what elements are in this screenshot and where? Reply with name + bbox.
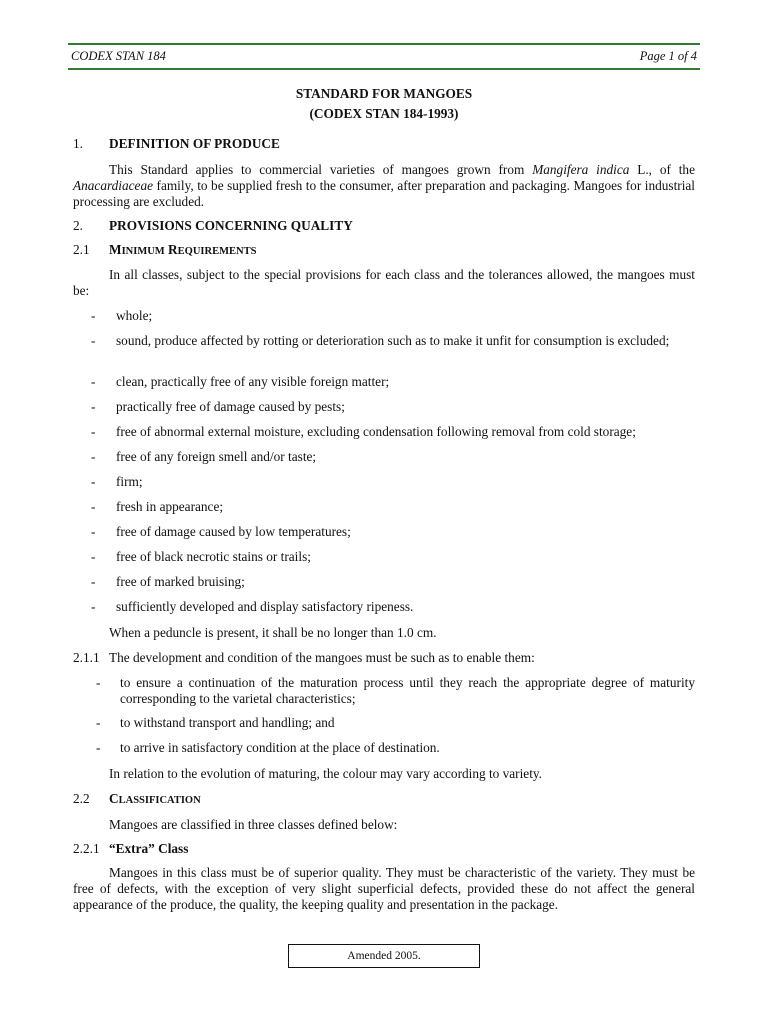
running-header xyxy=(68,43,700,70)
list-item: - to withstand transport and handling; and xyxy=(96,715,335,730)
amendment-note: Amended 2005. xyxy=(347,950,421,962)
list-item: - free of damage caused by low temperatures; xyxy=(91,524,351,539)
document-subtitle: (CODEX STAN 184-1993) xyxy=(309,106,459,121)
section-2-2-text: Mangoes are classified in three classes defined below: xyxy=(109,817,398,832)
list-item: - sufficiently developed and display satisfactory ripeness. xyxy=(91,599,414,614)
section-2-2-heading: CLASSIFICATION xyxy=(109,791,201,806)
list-item: - free of any foreign smell and/or taste; xyxy=(91,449,317,464)
section-2-2-1-paragraph: Mangoes in this class must be of superior quality. They must be characteristic of the variety. They must be free of defects, with the exception of very slight superficial defects, provided these do not affect the general appearance of the produce, the quality, the keeping quality and presentation in the package. xyxy=(73,865,695,912)
list-item: - whole; xyxy=(91,308,153,323)
list-item: - free of black necrotic stains or trails; xyxy=(91,549,311,564)
section-1-heading: DEFINITION OF PRODUCE xyxy=(109,136,280,151)
list-item: - sound, produce affected by rotting or deterioration such as to make it unfit for consumption is excluded; xyxy=(91,333,670,348)
header-page-number: Page 1 of 4 xyxy=(639,49,697,63)
section-2-1-heading: MINIMUM REQUIREMENTS xyxy=(109,242,257,257)
amendment-note-box xyxy=(288,944,480,968)
list-item: - free of abnormal external moisture, excluding condensation following removal from cold storage; xyxy=(91,424,636,439)
list-item: - firm; xyxy=(91,474,143,489)
list-item: - to arrive in satisfactory condition at the place of destination. xyxy=(96,740,440,755)
peduncle-note: When a peduncle is present, it shall be no longer than 1.0 cm. xyxy=(109,625,437,640)
section-2-1-number: 2.1 xyxy=(73,242,90,257)
list-item: - free of marked bruising; xyxy=(91,574,245,589)
header-standard-code: CODEX STAN 184 xyxy=(71,49,166,63)
section-2-heading: PROVISIONS CONCERNING QUALITY xyxy=(109,218,353,233)
section-2-number: 2. xyxy=(73,218,83,233)
document-title: STANDARD FOR MANGOES xyxy=(295,86,473,101)
list-item: - fresh in appearance; xyxy=(91,499,224,514)
section-2-1-1-text: The development and condition of the mangoes must be such as to enable them: xyxy=(109,650,535,665)
list-item: - practically free of damage caused by pests; xyxy=(91,399,345,414)
section-2-2-1-number: 2.2.1 xyxy=(73,841,100,856)
section-2-2-number: 2.2 xyxy=(73,791,90,806)
list-item: - clean, practically free of any visible foreign matter; xyxy=(91,374,390,389)
list-item: - to ensure a continuation of the maturation process until they reach the appropriate degree of maturity corresponding to the varietal characteristics; xyxy=(96,675,695,706)
section-2-1-intro: In all classes, subject to the special provisions for each class and the tolerances allowed, the mangoes must be: xyxy=(73,267,695,298)
section-1-number: 1. xyxy=(73,136,83,151)
section-1-paragraph: This Standard applies to commercial varieties of mangoes grown from Mangifera indica L., of the Anacardiaceae family, to be supplied fresh to the consumer, after preparation and packaging. Mangoes for industrial processing are excluded. xyxy=(73,162,695,209)
section-2-2-1-heading: “Extra” Class xyxy=(109,841,189,856)
section-2-1-1-number: 2.1.1 xyxy=(73,650,100,665)
maturing-note: In relation to the evolution of maturing, the colour may vary according to variety. xyxy=(109,766,542,781)
